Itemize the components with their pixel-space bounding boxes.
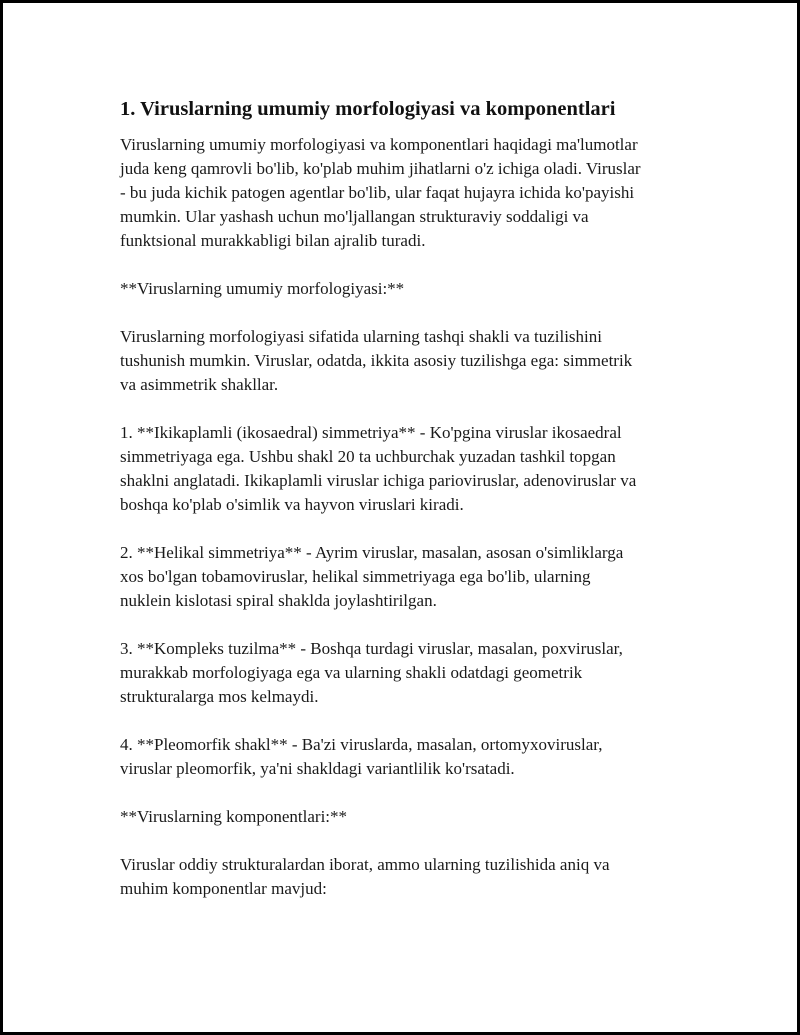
document-content <box>120 96 720 925</box>
components-subheading: **Viruslarning komponentlari:** <box>120 807 348 826</box>
section-heading: 1. Viruslarning umumiy morfologiyasi va komponentlari <box>120 98 616 120</box>
components-paragraph: Viruslar oddiy strukturalardan iborat, ammo ularning tuzilishida aniq va muhim komponentlar mavjud: <box>120 855 610 898</box>
morphology-subheading: **Viruslarning umumiy morfologiyasi:** <box>120 279 405 298</box>
list-item-complex: 3. **Kompleks tuzilma** - Boshqa turdagi viruslar, masalan, poxviruslar, murakkab morfologiyaga ega va ularning shakli odatdagi geometrik strukturalarga mos kelmaydi. <box>120 639 623 706</box>
list-item-icosahedral: 1. **Ikikaplamli (ikosaedral) simmetriya** - Ko'pgina viruslar ikosaedral simmetriyaga ega. Ushbu shakl 20 ta uchburchak yuzadan tashkil topgan shaklni anglatadi. Ikikaplamli viruslar ichiga parioviruslаr, adenoviruslar va boshqa ko'plab o'simlik va hayvon viruslari kiradi. <box>120 423 637 514</box>
morphology-paragraph: Viruslarning morfologiyasi sifatida ularning tashqi shakli va tuzilishini tushunish mumkin. Viruslar, odatda, ikkita asosiy tuzilishga ega: simmetrik va asimmetrik shakllar. <box>120 327 633 394</box>
list-item-pleomorphic: 4. **Pleomorfik shakl** - Ba'zi viruslarda, masalan, ortomyxoviruslar, viruslar pleomorfik, ya'ni shakldagi variantlilik ko'rsatadi. <box>120 735 603 778</box>
intro-paragraph: Viruslarning umumiy morfologiyasi va komponentlari haqidagi ma'lumotlar juda keng qamrovli bo'lib, ko'plab muhim jihatlarni o'z ichiga oladi. Viruslar - bu juda kichik patogen agentlar bo'lib, ular faqat hujayra ichida ko'payishi mumkin. Ular yashash uchun mo'ljallangan strukturaviy soddaligi va funktsional murakkabligi bilan ajralib turadi. <box>120 135 641 250</box>
list-item-helical: 2. **Helikal simmetriya** - Ayrim viruslar, masalan, asosan o'simliklarga xos bo'lgan tobamoviruslar, helikal simmetriyaga ega bo'lib, ularning nuklein kislotasi spiral shaklda joylashtirilgan. <box>120 543 624 610</box>
